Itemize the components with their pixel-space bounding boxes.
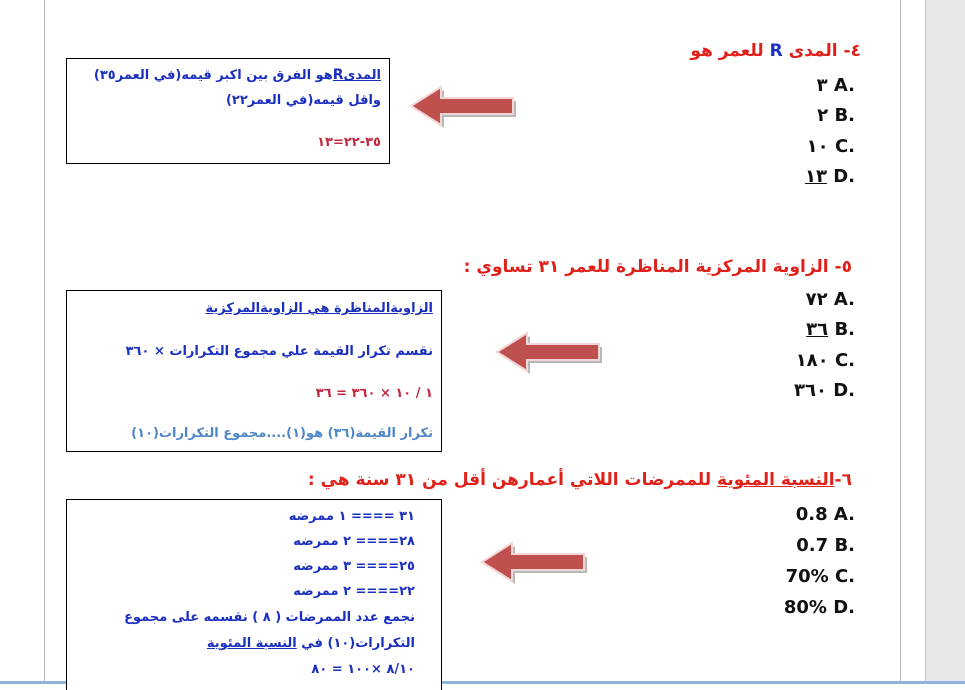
- left-arrow-icon: [407, 84, 519, 128]
- question-4-option-d[interactable]: ١٣ D.: [804, 166, 855, 187]
- question-5-title: ٥- الزاوية المركزية المناظرة للعمر ٣١ تساوي :: [463, 257, 852, 277]
- page-gutter: [925, 0, 965, 684]
- left-margin-line: [44, 0, 45, 684]
- percentage-method-line-1: نجمع عدد الممرضات ( ٨ ) نقسمه على مجموع: [124, 610, 415, 625]
- question-6-option-c[interactable]: 70% C.: [785, 566, 855, 587]
- question-4-title: ٤- المدى R للعمر هو: [690, 41, 861, 61]
- question-6-option-a[interactable]: 0.8 A.: [795, 504, 855, 525]
- question-6-option-d[interactable]: 80% D.: [783, 597, 855, 618]
- question-5-option-c[interactable]: ١٨٠ C.: [795, 350, 855, 371]
- range-calculation: ٣٥-٢٢=١٣: [317, 135, 381, 150]
- central-angle-calculation: ١ / ١٠ × ٣٦٠ = ٣٦: [315, 386, 433, 401]
- frequency-row-22: ٢٢==== ٢ ممرضه: [293, 584, 415, 599]
- percentage-method-line-2: التكرارات(١٠) في النسبة المئوية: [206, 636, 415, 651]
- question-5-option-d[interactable]: ٣٦٠ D.: [793, 380, 855, 401]
- question-6-title: ٦-النسبة المئوية للممرضات اللاتي أعمارهن أقل من ٣١ سنة هي :: [307, 470, 852, 490]
- frequency-note: تكرار القيمة(٣٦) هو(١)....مجموع التكرارات(١٠): [131, 426, 433, 441]
- range-definition-line-1: المدىRهو الفرق بين اكبر قيمه(في العمر٣٥): [93, 67, 381, 83]
- right-margin-line: [900, 0, 901, 684]
- central-angle-definition: الزاويةالمناظرة هي الزاويةالمركزية: [205, 301, 433, 316]
- question-5-option-b[interactable]: ٣٦ B.: [806, 319, 855, 340]
- left-arrow-icon: [478, 540, 590, 584]
- left-arrow-icon: [493, 330, 605, 374]
- frequency-row-31: ٣١ ==== ١ ممرضه: [288, 509, 415, 524]
- range-definition-line-2: واقل قيمه(في العمر٢٢): [225, 93, 381, 108]
- question-6-explanation-box: [66, 499, 442, 690]
- central-angle-method: نقسم تكرار القيمة علي مجموع التكرارات × ٣٦٠: [125, 344, 433, 359]
- frequency-row-25: ٢٥==== ٣ ممرضه: [293, 559, 415, 574]
- question-5-option-a[interactable]: ٧٢ A.: [805, 289, 855, 310]
- question-5-explanation-box: [66, 290, 442, 452]
- percentage-calculation: ٨/١٠ ×١٠٠ = ٨٠: [311, 662, 415, 677]
- frequency-row-28: ٢٨==== ٢ ممرضه: [293, 534, 415, 549]
- question-4-option-a[interactable]: ٣ A.: [816, 75, 855, 96]
- question-4-option-c[interactable]: ١٠ C.: [806, 136, 855, 157]
- question-6-option-b[interactable]: 0.7 B.: [796, 535, 855, 556]
- question-4-explanation-box: [66, 58, 390, 164]
- question-4-option-b[interactable]: ٢ B.: [817, 105, 855, 126]
